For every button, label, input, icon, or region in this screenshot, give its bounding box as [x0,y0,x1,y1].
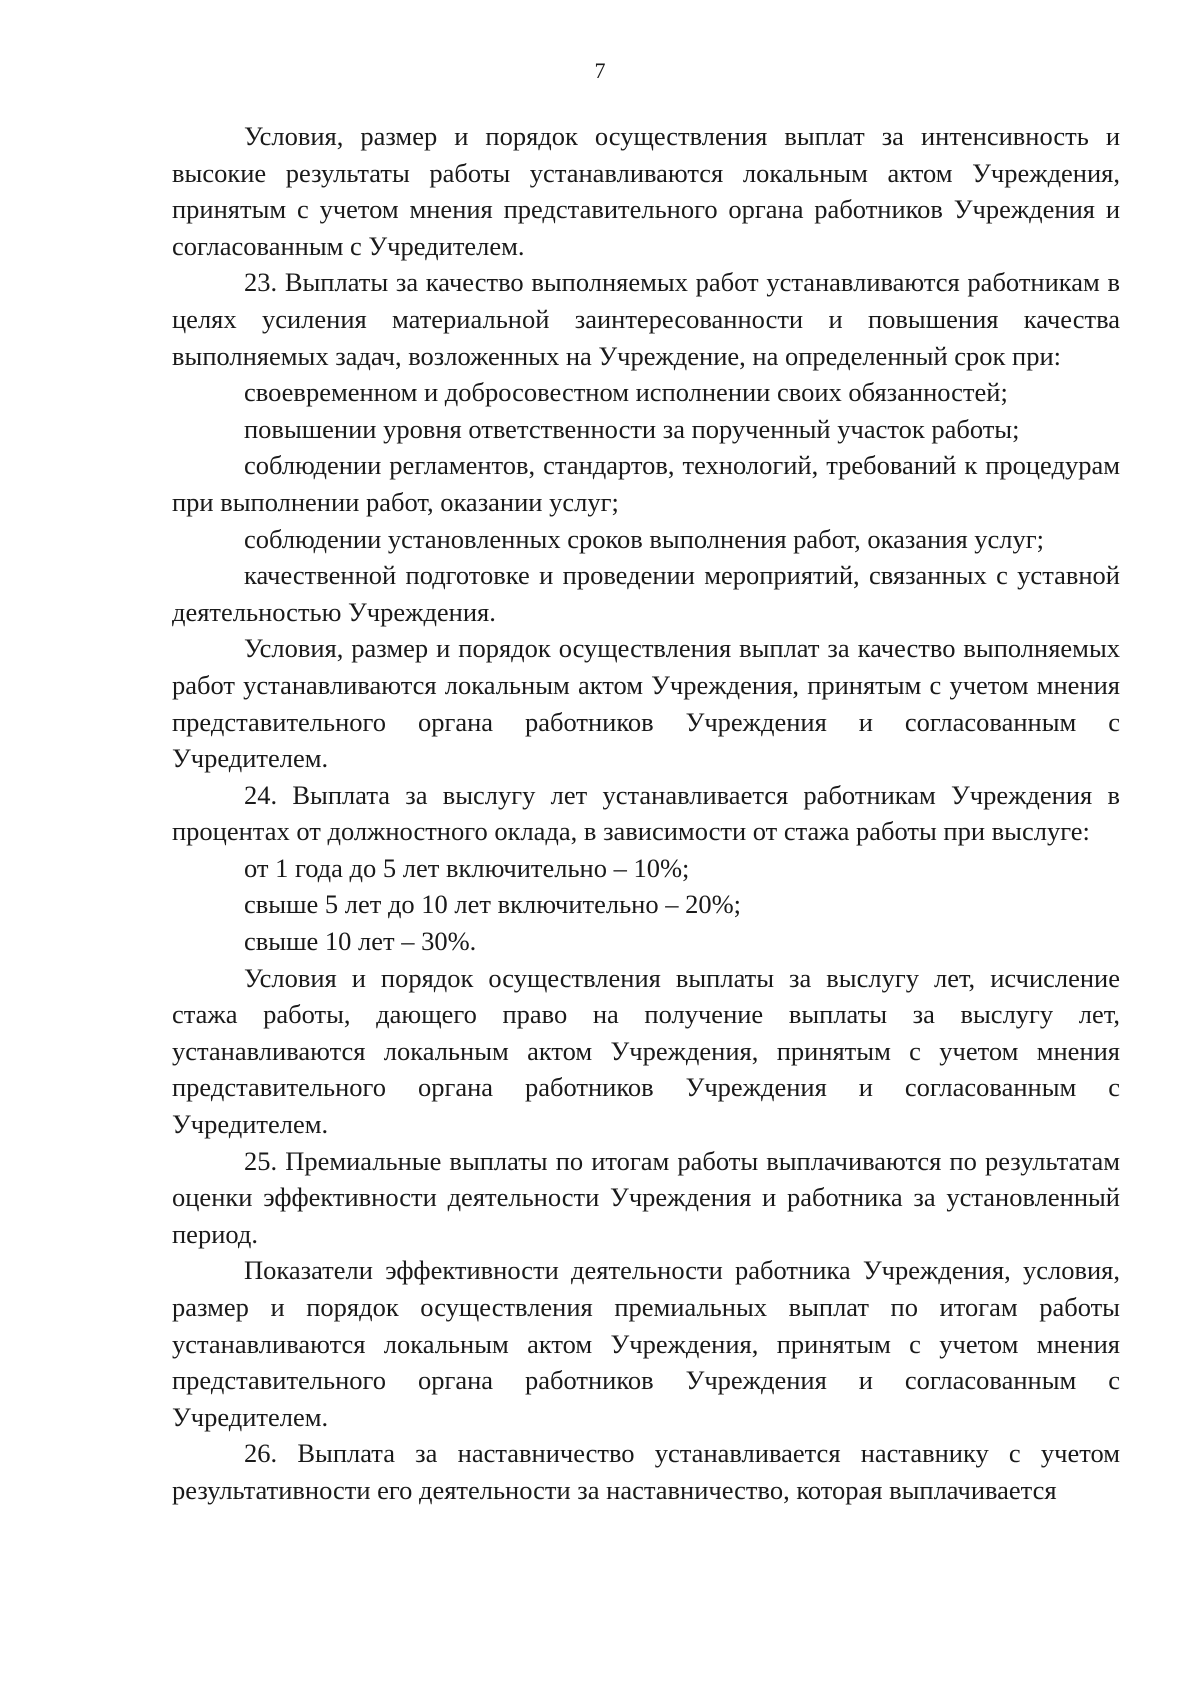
list-item-seniority-over-10: свыше 10 лет – 30%. [244,926,477,957]
paragraph-intensity-conditions: Условия, размер и порядок осуществления выплат за интенсивность и высокие результаты работы устанавливаются локальным актом Учреждения, принятым с учетом мнения представительного органа работников Учреждения и согласованным с Учредителем. [172,121,1120,261]
page-number: 7 [594,58,606,83]
paragraph-25-bonus-payments: 25. Премиальные выплаты по итогам работы выплачиваются по результатам оценки эффективности деятельности Учреждения и работника за установленный период. [172,1145,1120,1249]
list-item-timely-duties: своевременном и добросовестном исполнении своих обязанностей; [244,377,1008,408]
document-body [172,118,1120,1509]
paragraph-efficiency-indicators: Показатели эффективности деятельности работника Учреждения, условия, размер и порядок осуществления премиальных выплат по итогам работы устанавливаются локальным актом Учреждения, принятым с учетом мнения представительного органа работников Учреждения и согласованным с Учредителем. [172,1255,1120,1432]
list-item-seniority-5-10: свыше 5 лет до 10 лет включительно – 20%; [244,889,742,920]
list-item-events: качественной подготовке и проведении мероприятий, связанных с уставной деятельностью Учреждения. [172,560,1120,627]
paragraph-quality-conditions: Условия, размер и порядок осуществления выплат за качество выполняемых работ устанавливаются локальным актом Учреждения, принятым с учетом мнения представительного органа работников Учреждения и согласованным с Учредителем. [172,633,1120,774]
list-item-regulations: соблюдении регламентов, стандартов, технологий, требований к процедурам при выполнении работ, оказании услуг; [172,450,1120,517]
paragraph-26-mentoring-payment: 26. Выплата за наставничество устанавливается наставнику с учетом результативности его деятельности за наставничество, которая выплачивается [172,1438,1120,1505]
paragraph-23-quality-payments: 23. Выплаты за качество выполняемых работ устанавливаются работникам в целях усиления материальной заинтересованности и повышения качества выполняемых задач, возложенных на Учреждение, на определенный срок при: [172,267,1120,371]
paragraph-24-seniority-payment: 24. Выплата за выслугу лет устанавливается работникам Учреждения в процентах от должностного оклада, в зависимости от стажа работы при выслуге: [172,779,1120,847]
list-item-deadlines: соблюдении установленных сроков выполнения работ, оказания услуг; [244,523,1044,554]
list-item-seniority-1-5: от 1 года до 5 лет включительно – 10%; [244,852,690,883]
list-item-responsibility: повышении уровня ответственности за порученный участок работы; [244,413,1020,444]
paragraph-seniority-conditions: Условия и порядок осуществления выплаты за выслугу лет, исчисление стажа работы, дающего право на получение выплаты за выслугу лет, устанавливаются локальным актом Учреждения, принятым с учетом мнения представительного органа работников Учреждения и согласованным с Учредителем. [172,962,1120,1140]
